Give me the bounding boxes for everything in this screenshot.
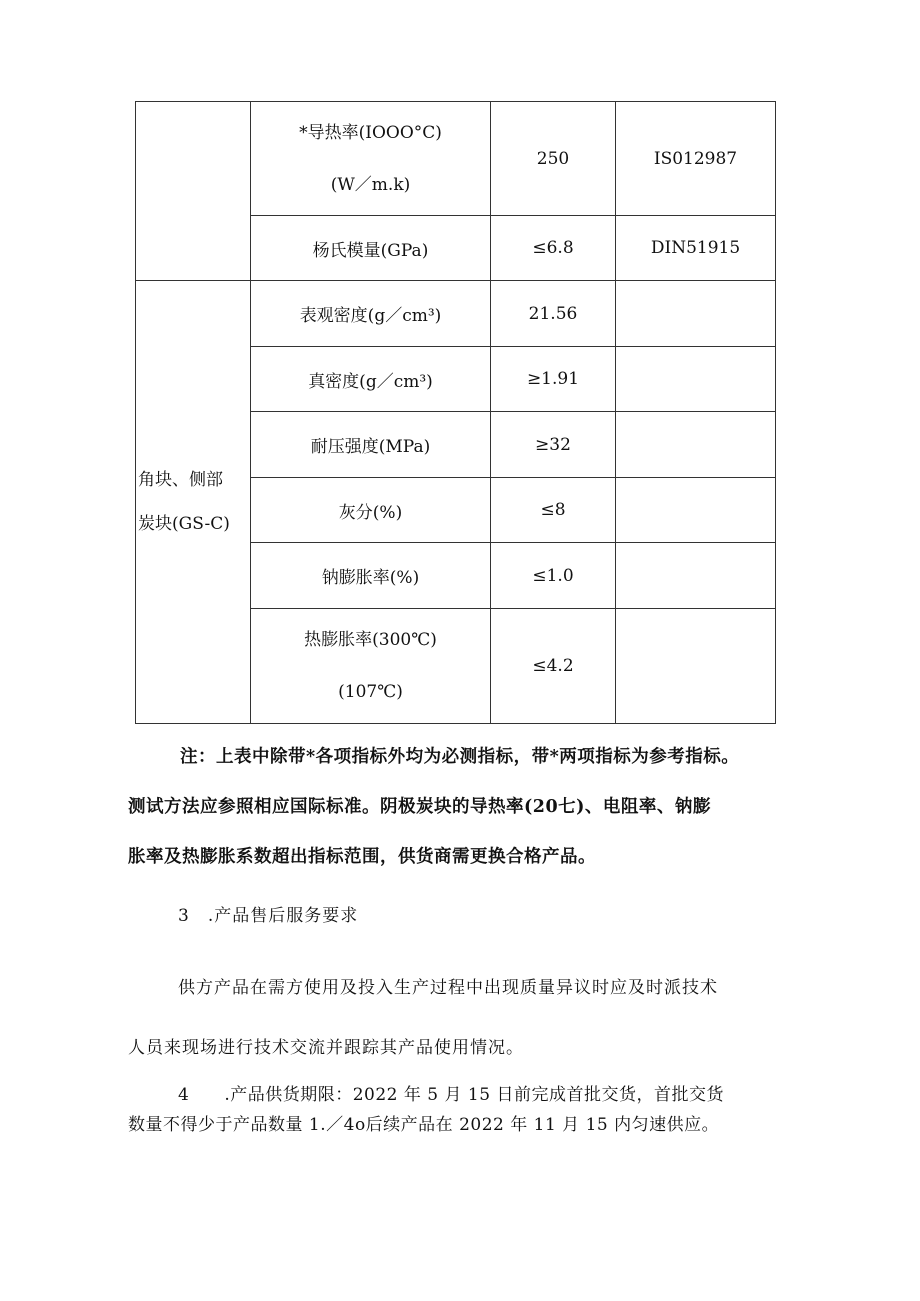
item-cell <box>251 102 491 216</box>
value-cell: ≤8 <box>491 478 616 543</box>
standard-cell <box>616 609 776 724</box>
table-row <box>136 281 776 347</box>
group-cell-empty <box>136 102 251 281</box>
table-row <box>136 102 776 216</box>
value-cell: 250 <box>491 102 616 216</box>
group-name-line1: 角块、侧部 <box>138 470 223 490</box>
item-cell: 杨氏模量(GPa) <box>251 216 491 281</box>
item-cell: 灰分(%) <box>251 478 491 543</box>
body-line: 4 .产品供货期限：2022 年 5 月 15 日前完成首批交货，首批交货 <box>178 1085 724 1105</box>
note-line: 注：上表中除带*各项指标外均为必测指标，带*两项指标为参考指标。 <box>180 747 740 767</box>
standard-cell <box>616 347 776 412</box>
body-line: 数量不得少于产品数量 1.／4o后续产品在 2022 年 11 月 15 内匀速供应。 <box>128 1115 720 1135</box>
standard-cell <box>616 281 776 347</box>
item-cell: 真密度(g／cm³) <box>251 347 491 412</box>
note-line: 测试方法应参照相应国际标准。阴极炭块的导热率(20七)、电阻率、钠膨 <box>128 797 711 817</box>
section-3-heading: 3 .产品售后服务要求 <box>178 906 359 926</box>
value-cell: ≥32 <box>491 412 616 478</box>
value-cell: ≤6.8 <box>491 216 616 281</box>
value-cell: ≤1.0 <box>491 543 616 609</box>
note-paragraph <box>128 732 800 882</box>
value-cell: ≥1.91 <box>491 347 616 412</box>
section-4-body <box>128 1080 800 1140</box>
standard-cell: DIN51915 <box>616 216 776 281</box>
section-3-body <box>128 958 800 1078</box>
body-line: 供方产品在需方使用及投入生产过程中出现质量异议时应及时派技术 <box>178 978 718 998</box>
note-line: 胀率及热膨胀系数超出指标范围，供货商需更换合格产品。 <box>128 847 596 867</box>
standard-cell <box>616 412 776 478</box>
item-cell: 表观密度(g／cm³) <box>251 281 491 347</box>
item-cell: 耐压强度(MPa) <box>251 412 491 478</box>
group-cell <box>136 281 251 724</box>
item-cell <box>251 609 491 724</box>
standard-cell <box>616 543 776 609</box>
item-cell: 钠膨胀率(%) <box>251 543 491 609</box>
standard-cell <box>616 478 776 543</box>
standard-cell: IS012987 <box>616 102 776 216</box>
item-name: *导热率(IOOO°C) <box>299 122 442 143</box>
value-cell: ≤4.2 <box>491 609 616 724</box>
item-name: 热膨胀率(300℃) <box>304 630 437 650</box>
item-unit: (107℃) <box>338 682 403 702</box>
item-unit: (W／m.k) <box>330 174 411 195</box>
spec-table <box>135 101 776 724</box>
body-line: 人员来现场进行技术交流并跟踪其产品使用情况。 <box>128 1038 524 1058</box>
group-name-line2: 炭块(GS-C) <box>138 514 230 534</box>
value-cell: 21.56 <box>491 281 616 347</box>
